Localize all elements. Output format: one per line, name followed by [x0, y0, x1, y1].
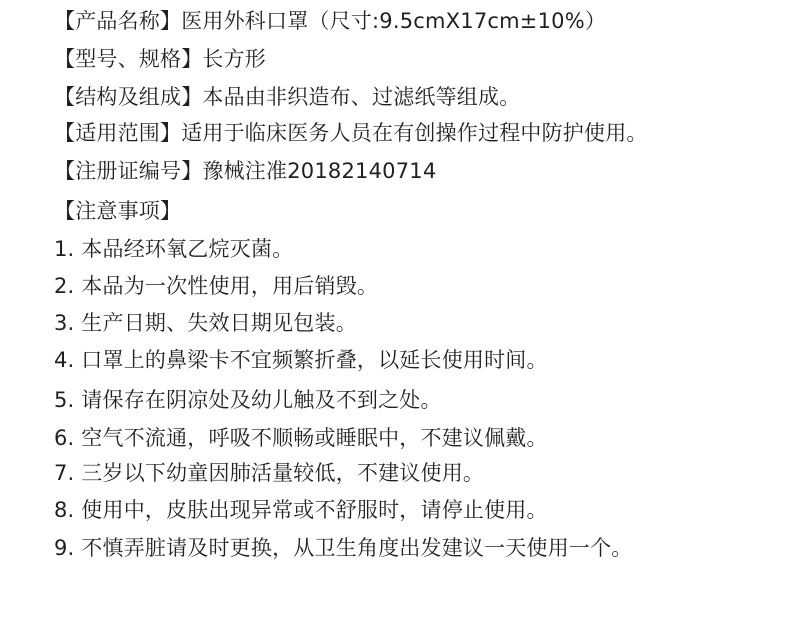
note-item: 1. 本品经环氧乙烷灭菌。: [54, 237, 294, 261]
note-item: 5. 请保存在阴凉处及幼儿触及不到之处。: [54, 388, 442, 412]
structure-value: 本品由非织造布、过滤纸等组成。: [202, 85, 521, 109]
model-spec-value: 长方形: [202, 47, 267, 71]
scope-label: 【适用范围】: [54, 121, 182, 145]
note-item: 9. 不慎弄脏请及时更换，从卫生角度出发建议一天使用一个。: [54, 536, 633, 560]
note-item: 7. 三岁以下幼童因肺活量较低，不建议使用。: [54, 461, 485, 485]
note-item: 8. 使用中，皮肤出现异常或不舒服时，请停止使用。: [54, 498, 548, 522]
scope-row: [54, 118, 648, 148]
scope-value: 适用于临床医务人员在有创操作过程中防护使用。: [181, 121, 648, 145]
product-name-value: 医用外科口罩（尺寸:9.5cmX17cm±10%）: [181, 9, 607, 33]
product-name-row: [54, 6, 606, 36]
structure-label: 【结构及组成】: [54, 85, 203, 109]
note-item: 4. 口罩上的鼻梁卡不宜频繁折叠，以延长使用时间。: [54, 348, 548, 372]
note-item: 6. 空气不流通，呼吸不顺畅或睡眠中，不建议佩戴。: [54, 426, 548, 450]
registration-label: 【注册证编号】: [54, 159, 203, 183]
notes-heading: 【注意事项】: [54, 199, 182, 223]
product-name-label: 【产品名称】: [54, 9, 182, 33]
registration-row: [54, 156, 436, 186]
structure-row: [54, 82, 520, 112]
note-item: 3. 生产日期、失效日期见包装。: [54, 311, 357, 335]
model-spec-row: [54, 44, 266, 74]
note-item: 2. 本品为一次性使用，用后销毁。: [54, 274, 379, 298]
registration-value: 豫械注准20182140714: [202, 159, 437, 183]
model-spec-label: 【型号、规格】: [54, 47, 203, 71]
